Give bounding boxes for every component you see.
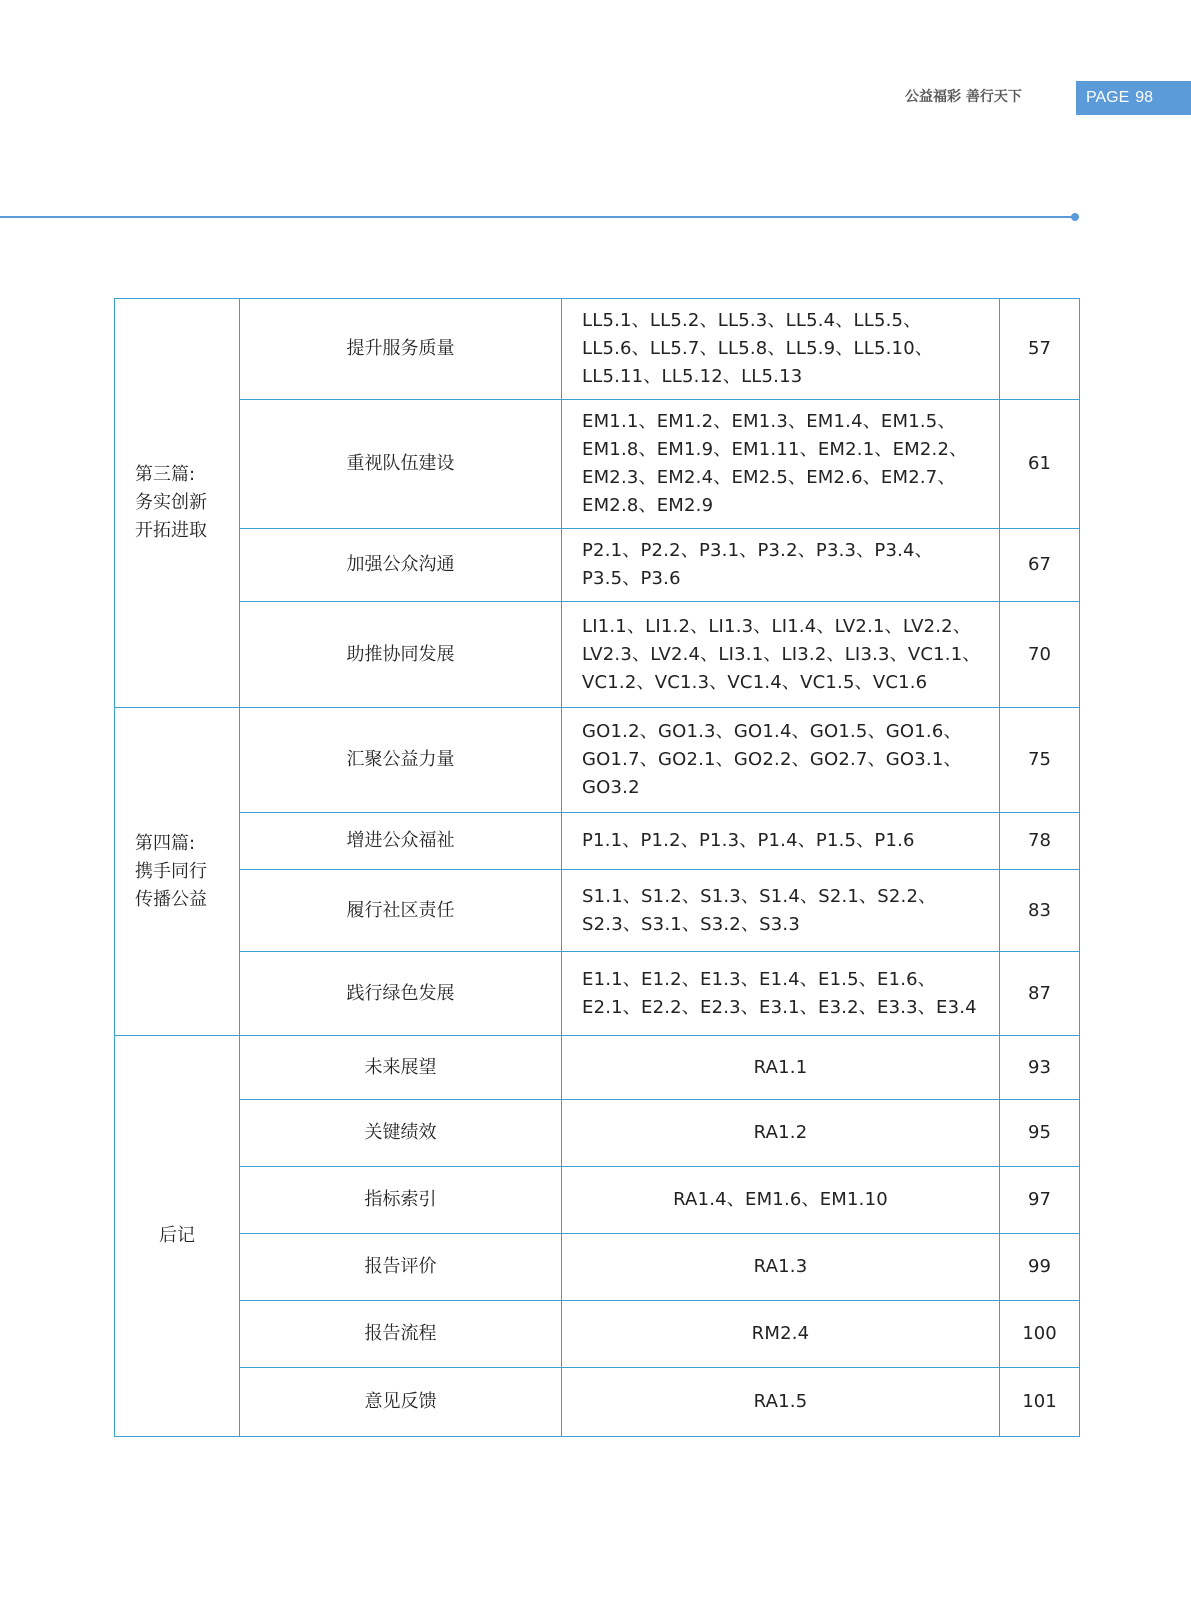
indicator-codes-cell: RA1.3	[562, 1234, 1000, 1301]
page-cell: 93	[1000, 1036, 1080, 1100]
topic-cell: 加强公众沟通	[240, 529, 562, 602]
table-row	[115, 952, 1080, 1036]
table-row	[115, 870, 1080, 952]
indicator-codes-cell: RM2.4	[562, 1301, 1000, 1368]
page-cell: 57	[1000, 299, 1080, 400]
indicator-codes-cell: EM1.1、EM1.2、EM1.3、EM1.4、EM1.5、EM1.8、EM1.9、EM1.11、EM2.1、EM2.2、EM2.3、EM2.4、EM2.5、EM2.6、EM2.7、EM2.8、EM2.9	[562, 400, 1000, 529]
table-row	[115, 529, 1080, 602]
page-cell: 83	[1000, 870, 1080, 952]
indicator-codes-cell: RA1.1	[562, 1036, 1000, 1100]
page-cell: 87	[1000, 952, 1080, 1036]
indicator-codes-cell: LI1.1、LI1.2、LI1.3、LI1.4、LV2.1、LV2.2、LV2.3、LV2.4、LI3.1、LI3.2、LI3.3、VC1.1、VC1.2、VC1.3、VC1.4、VC1.5、VC1.6	[562, 602, 1000, 708]
indicator-codes-cell: P2.1、P2.2、P3.1、P3.2、P3.3、P3.4、P3.5、P3.6	[562, 529, 1000, 602]
indicator-codes-cell: RA1.5	[562, 1368, 1000, 1437]
table-row	[115, 813, 1080, 870]
indicator-codes-cell: GO1.2、GO1.3、GO1.4、GO1.5、GO1.6、GO1.7、GO2.1、GO2.2、GO2.7、GO3.1、GO3.2	[562, 708, 1000, 813]
indicator-codes-cell: RA1.2	[562, 1100, 1000, 1167]
indicator-codes-cell: P1.1、P1.2、P1.3、P1.4、P1.5、P1.6	[562, 813, 1000, 870]
table-row	[115, 1234, 1080, 1301]
topic-cell: 报告评价	[240, 1234, 562, 1301]
indicator-codes-cell: LL5.1、LL5.2、LL5.3、LL5.4、LL5.5、LL5.6、LL5.7、LL5.8、LL5.9、LL5.10、LL5.11、LL5.12、LL5.13	[562, 299, 1000, 400]
page-cell: 67	[1000, 529, 1080, 602]
table-row	[115, 708, 1080, 813]
indicator-codes-cell: S1.1、S1.2、S1.3、S1.4、S2.1、S2.2、S2.3、S3.1、S3.2、S3.3	[562, 870, 1000, 952]
indicator-codes-cell: RA1.4、EM1.6、EM1.10	[562, 1167, 1000, 1234]
table-row	[115, 299, 1080, 400]
table-row	[115, 1167, 1080, 1234]
indicator-index-table	[114, 298, 1080, 1437]
page-cell: 100	[1000, 1301, 1080, 1368]
section-title: 第三篇: 务实创新 开拓进取	[115, 299, 240, 708]
page-number: 98	[1135, 89, 1154, 106]
page-cell: 78	[1000, 813, 1080, 870]
page-cell: 75	[1000, 708, 1080, 813]
header-slogan: 公益福彩 善行天下	[905, 89, 1022, 105]
header-divider	[0, 216, 1074, 218]
topic-cell: 汇聚公益力量	[240, 708, 562, 813]
topic-cell: 报告流程	[240, 1301, 562, 1368]
page-label: PAGE	[1086, 89, 1130, 106]
table-row	[115, 1036, 1080, 1100]
topic-cell: 践行绿色发展	[240, 952, 562, 1036]
table-row	[115, 1100, 1080, 1167]
indicator-codes-cell: E1.1、E1.2、E1.3、E1.4、E1.5、E1.6、E2.1、E2.2、E2.3、E3.1、E3.2、E3.3、E3.4	[562, 952, 1000, 1036]
topic-cell: 履行社区责任	[240, 870, 562, 952]
table-row	[115, 1301, 1080, 1368]
section-title: 第四篇: 携手同行 传播公益	[115, 708, 240, 1036]
page-cell: 61	[1000, 400, 1080, 529]
topic-cell: 提升服务质量	[240, 299, 562, 400]
section-title: 后记	[115, 1036, 240, 1437]
page-cell: 70	[1000, 602, 1080, 708]
topic-cell: 指标索引	[240, 1167, 562, 1234]
table-row	[115, 400, 1080, 529]
page-cell: 95	[1000, 1100, 1080, 1167]
page-number-tab	[1076, 81, 1191, 115]
topic-cell: 未来展望	[240, 1036, 562, 1100]
topic-cell: 助推协同发展	[240, 602, 562, 708]
topic-cell: 意见反馈	[240, 1368, 562, 1437]
table-row	[115, 602, 1080, 708]
topic-cell: 重视队伍建设	[240, 400, 562, 529]
topic-cell: 关键绩效	[240, 1100, 562, 1167]
header-divider-dot	[1071, 213, 1079, 221]
page-cell: 97	[1000, 1167, 1080, 1234]
page-cell: 101	[1000, 1368, 1080, 1437]
topic-cell: 增进公众福祉	[240, 813, 562, 870]
table-row	[115, 1368, 1080, 1437]
page-cell: 99	[1000, 1234, 1080, 1301]
